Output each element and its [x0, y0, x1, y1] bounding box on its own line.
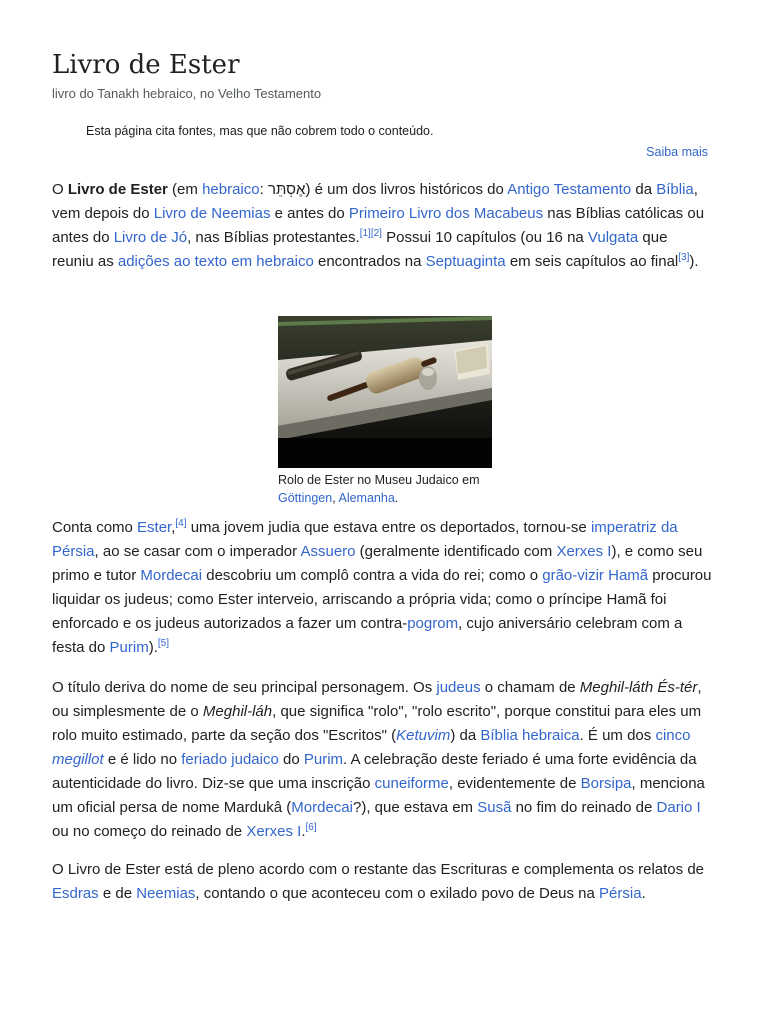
text-run: , evidentemente de: [448, 775, 581, 792]
citation: [306, 822, 317, 833]
citation: [678, 252, 689, 263]
caption-link-alemanha[interactable]: Alemanha: [338, 491, 395, 505]
wiki-link[interactable]: Mordecai: [291, 799, 353, 816]
text-run: , contando o que aconteceu com o exilado povo de Deus na: [195, 885, 600, 902]
bold-term: Livro de Ester: [67, 181, 168, 198]
text-run: .: [301, 823, 306, 840]
italic-term: Meghil-láh: [202, 703, 273, 720]
wiki-link[interactable]: hebraico: [202, 181, 260, 198]
wiki-link[interactable]: Livro de Neemias: [153, 205, 271, 222]
text-run: ) da: [450, 727, 481, 744]
text-run: ), e como seu primo e tutor: [52, 543, 703, 584]
paragraph-title-origin: [52, 676, 712, 844]
text-run: O Livro de Ester está de pleno acordo com o restante das Escrituras e complementa os relatos de: [52, 861, 705, 878]
text-run: : אֶסְתֵּר) é um dos livros históricos do: [259, 181, 508, 198]
text-run: . A celebração deste feriado é uma forte evidência da autenticidade do livro. Diz-se que uma inscrição: [52, 751, 697, 792]
citation: [175, 518, 186, 529]
text-run: em seis capítulos ao final: [505, 253, 679, 270]
wiki-link[interactable]: Pérsia: [599, 885, 642, 902]
wiki-link[interactable]: grão-vizir: [542, 567, 604, 584]
wiki-link[interactable]: Xerxes I: [246, 823, 302, 840]
text-run: uma jovem judia que estava entre os deportados, tornou-se: [186, 519, 591, 536]
sources-notice: Esta página cita fontes, mas que não cobrem todo o conteúdo.: [86, 124, 434, 138]
text-run: da: [631, 181, 657, 198]
text-run: o chamam de: [480, 679, 580, 696]
text-run: ).: [689, 253, 699, 270]
citation-link[interactable]: [5]: [157, 638, 170, 649]
wiki-link[interactable]: adições ao texto em hebraico: [117, 253, 314, 270]
learn-more-link[interactable]: Saiba mais: [646, 145, 708, 159]
wiki-link[interactable]: Susã: [477, 799, 512, 816]
citation-link[interactable]: [1]: [359, 228, 371, 239]
wiki-link[interactable]: cinco: [655, 727, 691, 744]
caption-link-gottingen[interactable]: Göttingen: [278, 491, 333, 505]
wiki-link[interactable]: Primeiro Livro dos Macabeus: [348, 205, 544, 222]
text-run: , ao se casar com o imperador: [94, 543, 301, 560]
wiki-link[interactable]: imperatriz da Pérsia: [52, 519, 678, 560]
text-run: O título deriva do nome de seu principal personagem. Os: [52, 679, 437, 696]
wiki-link[interactable]: pogrom: [407, 615, 459, 632]
figure: [278, 316, 492, 507]
citation: [158, 638, 169, 649]
text-run: , vem depois do: [52, 181, 698, 222]
text-run: .: [641, 885, 646, 902]
wiki-link[interactable]: Mordecai: [140, 567, 203, 584]
text-run: e é lido no: [103, 751, 182, 768]
text-run: ou no começo do reinado de: [52, 823, 247, 840]
figure-caption: [278, 471, 492, 507]
text-run: que reuniu as: [52, 229, 668, 270]
wiki-link[interactable]: feriado judaico: [181, 751, 279, 768]
wiki-link[interactable]: Ester: [137, 519, 172, 536]
wiki-link[interactable]: Purim: [109, 639, 149, 656]
text-run: O: [52, 181, 68, 198]
wiki-link[interactable]: megillot: [52, 751, 104, 768]
text-run: no fim do reinado de: [511, 799, 657, 816]
wiki-link[interactable]: Esdras: [52, 885, 99, 902]
text-run: (geralmente identificado com: [355, 543, 557, 560]
text-run: (em: [167, 181, 203, 198]
text-run: e antes do: [270, 205, 349, 222]
wiki-link[interactable]: cuneiforme: [374, 775, 449, 792]
caption-separator: ,: [332, 491, 339, 505]
citation-link[interactable]: [6]: [305, 822, 317, 833]
citation-link[interactable]: [4]: [175, 518, 187, 529]
text-run: Conta como: [52, 519, 138, 536]
wiki-link[interactable]: Xerxes I: [556, 543, 612, 560]
wiki-link[interactable]: Septuaginta: [425, 253, 506, 270]
wiki-link[interactable]: Hamã: [608, 567, 649, 584]
caption-end: .: [394, 491, 399, 505]
text-run: , nas Bíblias protestantes.: [187, 229, 360, 246]
text-run: ).: [148, 639, 158, 656]
wiki-link[interactable]: Dario I: [656, 799, 701, 816]
wiki-link[interactable]: Livro de Jó: [113, 229, 188, 246]
text-run: , cujo aniversário celebram com a festa do: [52, 615, 683, 656]
wiki-link[interactable]: Ketuvim: [396, 727, 451, 744]
text-run: descobriu um complô contra a vida do rei; como o: [202, 567, 543, 584]
text-run: , menciona um oficial persa de nome Mardukâ (: [52, 775, 705, 816]
text-run: do: [278, 751, 304, 768]
wiki-link[interactable]: Antigo Testamento: [507, 181, 632, 198]
italic-term: Meghil-láth És-tér: [579, 679, 698, 696]
wiki-link[interactable]: Bíblia: [656, 181, 694, 198]
citation: [360, 228, 371, 239]
citation-link[interactable]: [3]: [678, 252, 690, 263]
wiki-link[interactable]: Bíblia hebraica: [480, 727, 580, 744]
caption-text: Rolo de Ester no Museu Judaico em: [278, 473, 480, 487]
wiki-link[interactable]: Borsipa: [580, 775, 632, 792]
page-title: Livro de Ester: [52, 50, 240, 80]
text-run: encontrados na: [313, 253, 426, 270]
text-run: nas Bíblias católicas ou antes do: [52, 205, 705, 246]
wiki-link[interactable]: Assuero: [300, 543, 356, 560]
text-run: , que significa "rolo", "rolo escrito", porque constitui para eles um rolo muito estimado, parte da seção dos "Escritos" (: [52, 703, 702, 744]
text-run: . É um dos: [579, 727, 656, 744]
citation-link[interactable]: [2]: [370, 228, 382, 239]
paragraph-intro: [52, 178, 712, 274]
citation: [371, 228, 382, 239]
paragraph-story: [52, 516, 712, 660]
page-subtitle: livro do Tanakh hebraico, no Velho Testamento: [52, 86, 322, 101]
wiki-link[interactable]: Purim: [303, 751, 344, 768]
text-run: ,: [171, 519, 176, 536]
wiki-link[interactable]: Vulgata: [587, 229, 639, 246]
text-run: ?), que estava em: [352, 799, 478, 816]
wiki-link[interactable]: judeus: [436, 679, 481, 696]
text-run: Possui 10 capítulos (ou 16 na: [381, 229, 588, 246]
text-run: , ou simplesmente de o: [52, 679, 702, 720]
wiki-link[interactable]: Neemias: [136, 885, 196, 902]
paragraph-agreement: [52, 858, 712, 906]
esther-scroll-photo[interactable]: [278, 316, 492, 468]
text-run: e de: [98, 885, 137, 902]
text-run: procurou liquidar os judeus; como Ester interveio, arriscando a própria vida; como o príncipe Hamã foi enforcado e os judeus autorizados a fazer um contra-: [52, 567, 712, 632]
